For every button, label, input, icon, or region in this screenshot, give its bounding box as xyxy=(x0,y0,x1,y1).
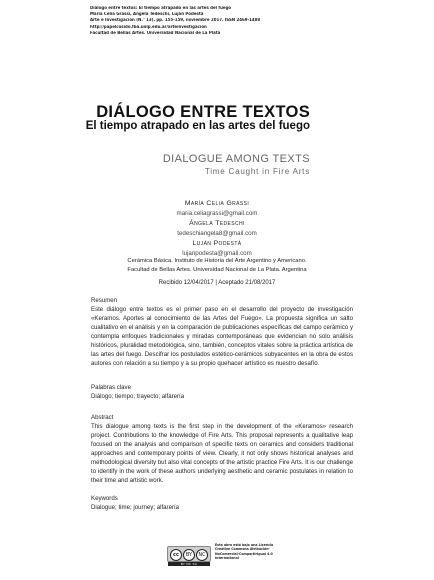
author-name: Ángela Tedeschi xyxy=(189,220,245,227)
article-title: DIÁLOGO ENTRE TEXTOS xyxy=(96,103,310,121)
abstract-heading: Abstract xyxy=(91,414,114,421)
creative-commons-badge[interactable] xyxy=(167,546,211,566)
citation-header xyxy=(90,6,390,37)
english-subtitle: Time Caught in Fire Arts xyxy=(204,167,310,176)
author-email[interactable]: tedeschiangela8@gmail.com xyxy=(177,230,257,237)
author-email[interactable]: lujanpodesta@gmail.com xyxy=(182,250,252,257)
palabras-clave-heading: Palabras clave xyxy=(91,384,131,391)
author-email[interactable]: maria.celiagrassi@gmail.com xyxy=(176,210,258,217)
author-name: Luján Podestá xyxy=(192,240,242,247)
cc-icon: cc xyxy=(170,549,182,561)
license-line: NoComercial-CompartirIgual 4.0 xyxy=(215,551,273,556)
affiliation-line: Cerámica Básica. Instituto de Historia del Arte Argentino y Americano. xyxy=(127,258,307,264)
header-line: Arte e Investigación (N.° 13), pp. 155-159, noviembre 2017. ISSN 2469-1488 xyxy=(90,18,261,24)
palabras-clave-section xyxy=(91,383,353,401)
license-text xyxy=(215,543,295,561)
license-line: Internacional xyxy=(215,556,239,561)
resumen-text: Este diálogo entre textos es el primer paso en el desarrollo del proyecto de investigación «Keramos. Aportes al conocimiento de las Artes del Fuego». La propuesta significa un salto cualitativo en el análisis y en la comparación de publicaciones específicas del campo cerámico y contempla enfoques tradicionales y miradas contemporáneas que evidencian no solo análisis históricos, pluralidad metodológica, sino, también, conceptos vitales sobre la práctica artística de las artes del fuego. Descifrar los postulados estético-cerámicos subyacentes en la obra de estos autores con relación a su tiempo y a su propio quehacer artístico es nuestro desafío. xyxy=(91,306,353,368)
nc-icon: NC xyxy=(196,549,208,561)
header-line: Facultad de Bellas Artes. Universidad Nacional de La Plata xyxy=(90,30,221,36)
keywords-section xyxy=(91,494,353,512)
license-line: Creative Commons Atribución- xyxy=(215,547,270,552)
affiliation-line: Facultad de Bellas Artes. Universidad Nacional de La Plata. Argentina xyxy=(127,266,307,273)
received-accepted-dates: Recibido 12/04/2017 | Aceptado 21/08/2017 xyxy=(158,280,276,286)
header-line: Diálogo entre textos: El tiempo atrapado en las artes del fuego xyxy=(90,6,232,11)
license-badge-bar: BY NC SA xyxy=(168,562,210,566)
palabras-clave-text: Diálogo; tiempo; trayecto; alfarería xyxy=(91,393,185,401)
header-line: María Celia Grassi, Ángela Tedeschi, Luján Podestá xyxy=(90,12,204,18)
license-block xyxy=(167,543,287,565)
affiliation xyxy=(0,257,434,274)
resumen-section xyxy=(91,296,353,368)
license-line: Esta obra está bajo una Licencia xyxy=(215,543,274,547)
english-title: DIALOGUE AMONG TEXTS xyxy=(162,153,310,165)
article-subtitle: El tiempo atrapado en las artes del fuego xyxy=(85,120,310,132)
header-line: http://papelcosido.fba.unlp.edu.ar/arteinvestigacion xyxy=(90,24,207,30)
abstract-text: This dialogue among texts is the first step in the development of the «Keramos» research project. Contributions to the knowledge of Fire Arts. This proposal represents a qualitative leap focused on the analysis and comparison of specific texts on ceramics and considers traditional approaches and contemporary points of view. Clearly, it not only shows historical analyses and methodological diversity but also vital concepts of the artistic practice Fire Arts. It is our challenge to identify in the work of these authors underlying aesthetic and ceramic postulates in relation to their time and artistic work. xyxy=(91,423,353,485)
resumen-heading: Resumen xyxy=(91,297,118,304)
author-name: María Celia Grassi xyxy=(184,200,250,207)
abstract-section xyxy=(91,413,353,485)
keywords-text: Dialogue; time; journey; alfarería xyxy=(91,504,180,512)
keywords-heading: Keywords xyxy=(91,495,118,502)
by-icon: BY xyxy=(183,549,195,561)
